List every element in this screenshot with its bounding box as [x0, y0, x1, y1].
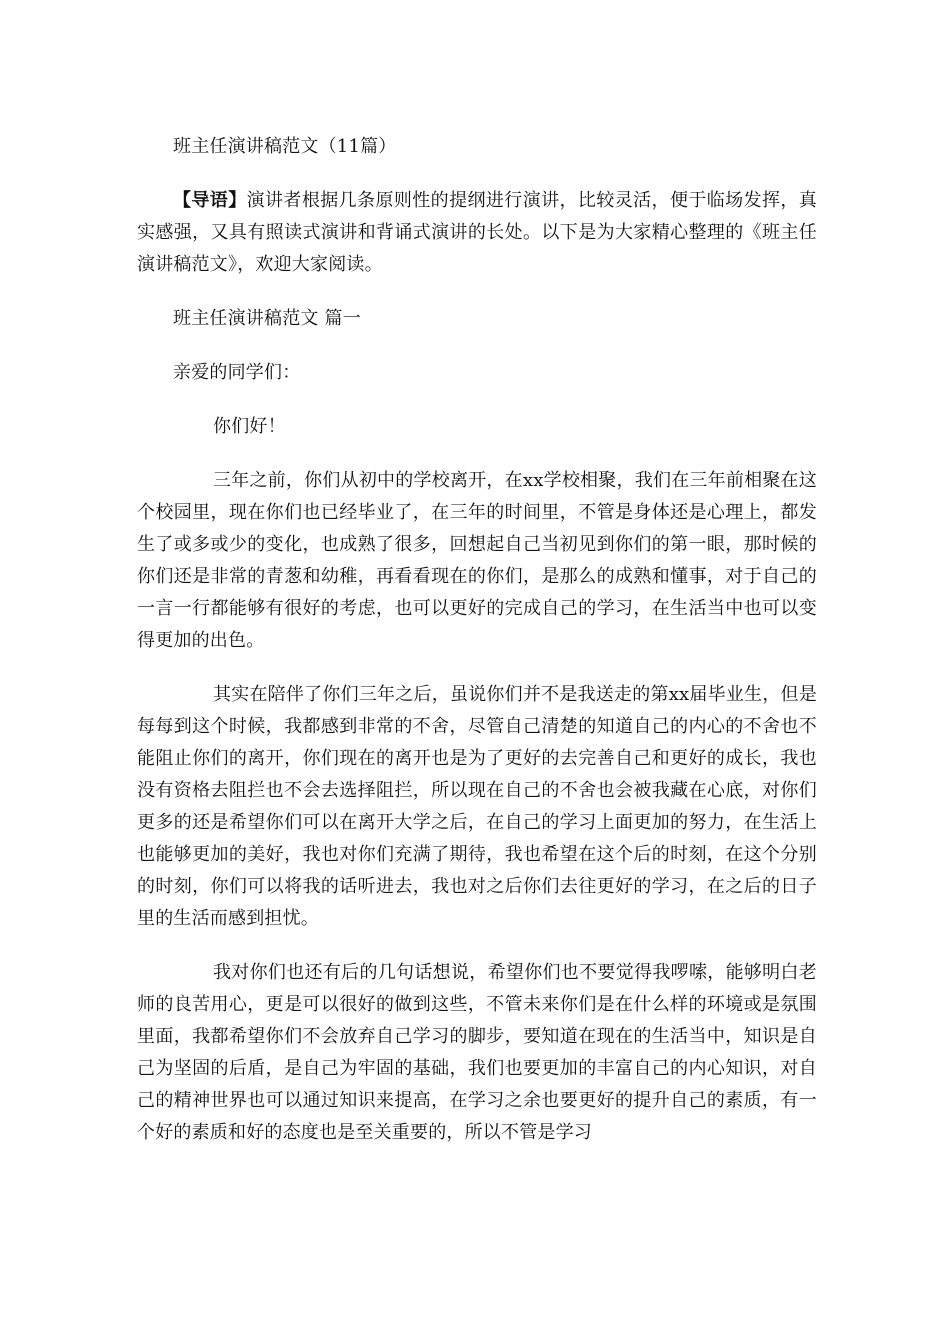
document-body — [137, 131, 817, 1171]
intro-text: 演讲者根据几条原则性的提纲进行演讲，比较灵活，便于临场发挥，真实感强，又具有照读式演讲和背诵式演讲的长处。以下是为大家精心整理的《班主任演讲稿范文》，欢迎大家阅读。 — [137, 190, 817, 275]
body-paragraph-1: 三年之前，你们从初中的学校离开，在xx学校相聚，我们在三年前相聚在这个校园里，现在你们也已经毕业了，在三年的时间里，不管是身体还是心理上，都发生了或多或少的变化，也成熟了很多，回想起自己当初见到你们的第一眼，那时候的你们还是非常的青葱和幼稚，再看看现在的你们，是那么的成熟和懂事，对于自己的一言一行都能够有很好的考虑，也可以更好的完成自己的学习，在生活当中也可以变得更加的出色。 — [137, 470, 817, 651]
salutation: 亲爱的同学们： — [173, 362, 301, 383]
greeting: 你们好！ — [213, 416, 286, 437]
section-title: 班主任演讲稿范文 篇一 — [173, 308, 361, 329]
body-paragraph-3: 我对你们也还有后的几句话想说，希望你们也不要觉得我啰嗦，能够明白老师的良苦用心，更是可以很好的做到这些，不管未来你们是在什么样的环境或是氛围里面，我都希望你们不会放弃自己学习的脚步，要知道在现在的生活当中，知识是自己为坚固的后盾，是自己为牢固的基础，我们也要更加的丰富自己的内心知识，对自己的精神世界也可以通过知识来提高，在学习之余也要更好的提升自己的素质，有一个好的素质和好的态度也是至关重要的，所以不管是学习 — [137, 962, 817, 1143]
intro-tag: 【导语】 — [173, 190, 247, 211]
body-paragraph-2: 其实在陪伴了你们三年之后，虽说你们并不是我送走的第xx届毕业生，但是每每到这个时候，我都感到非常的不舍，尽管自己清楚的知道自己的内心的不舍也不能阻止你们的离开，你们现在的离开也是为了更好的去完善自己和更好的成长，我也没有资格去阻拦也不会去选择阻拦，所以现在自己的不舍也会被我藏在心底，对你们更多的还是希望你们可以在离开大学之后，在自己的学习上面更加的努力，在生活上也能够更加的美好，我也对你们充满了期待，我也希望在这个后的时刻，在这个分别的时刻，你们可以将我的话听进去，我也对之后你们去往更好的学习，在之后的日子里的生活而感到担忧。 — [137, 684, 817, 929]
intro-paragraph — [137, 185, 817, 281]
document-title: 班主任演讲稿范文（11篇） — [173, 136, 397, 157]
